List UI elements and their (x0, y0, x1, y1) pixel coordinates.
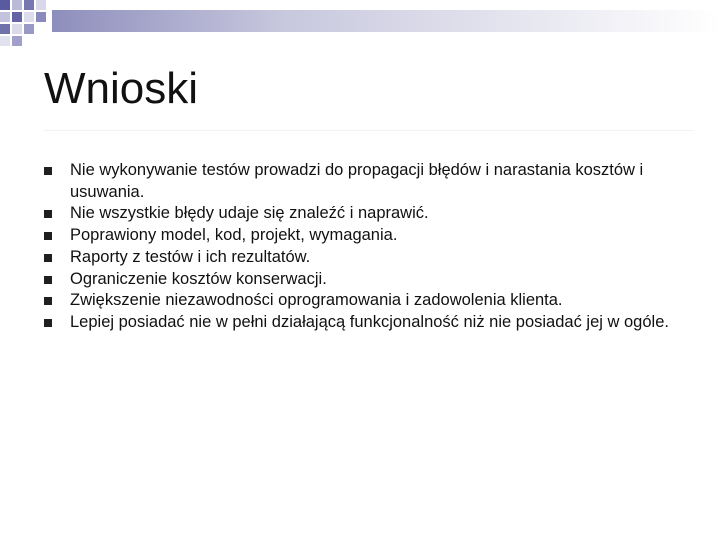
list-item (44, 247, 694, 269)
list-item (44, 160, 694, 203)
bullet-text: Nie wykonywanie testów prowadzi do propagacji błędów i narastania kosztów i usuwania. (70, 161, 644, 201)
list-item (44, 269, 694, 291)
title-divider (44, 130, 694, 131)
square-bullet-icon (44, 210, 52, 218)
square-bullet-icon (44, 297, 52, 305)
square-bullet-icon (44, 167, 52, 175)
square-bullet-icon (44, 232, 52, 240)
bullet-list (44, 160, 694, 334)
bullet-text: Poprawiony model, kod, projekt, wymagania. (70, 226, 398, 245)
list-item (44, 203, 694, 225)
list-item (44, 312, 694, 334)
header-decoration (0, 0, 720, 50)
bullet-text: Raporty z testów i ich rezultatów. (70, 247, 311, 266)
list-item (44, 290, 694, 312)
bullet-text: Nie wszystkie błędy udaje się znaleźć i naprawić. (70, 204, 429, 223)
bullet-text: Zwiększenie niezawodności oprogramowania i zadowolenia klienta. (70, 291, 563, 310)
bullet-text: Ograniczenie kosztów konserwacji. (70, 269, 327, 288)
slide-title: Wnioski (44, 64, 199, 113)
list-item (44, 225, 694, 247)
square-bullet-icon (44, 254, 52, 262)
bullet-text: Lepiej posiadać nie w pełni działającą funkcjonalność niż nie posiadać jej w ogóle. (70, 312, 669, 331)
square-bullet-icon (44, 319, 52, 327)
square-bullet-icon (44, 276, 52, 284)
